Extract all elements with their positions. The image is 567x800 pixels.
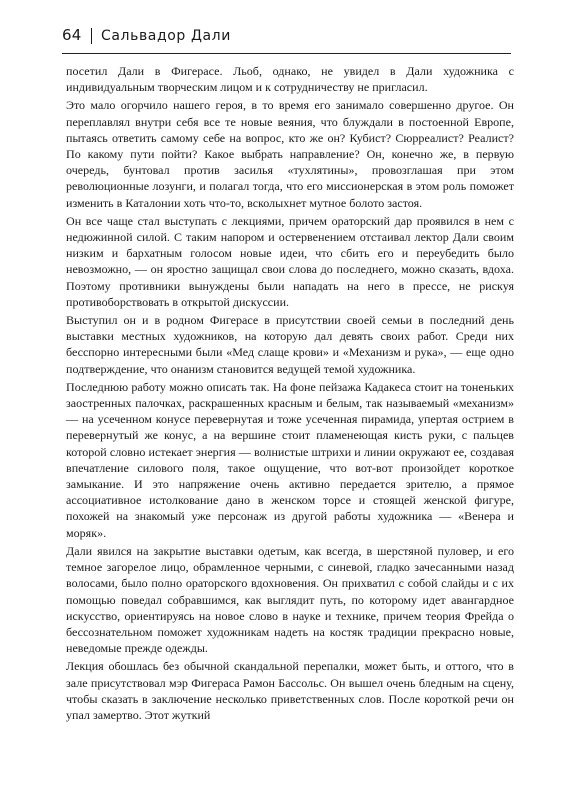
paragraph: Дали явился на закрытие выставки одетым, как всегда, в шерстяной пуловер, и его темное загорелое лицо, обрамленное черными, с синевой, гладко зачесанными назад волосами, было полно ораторского вдохновения. Он прихватил с собой слайды и с их помощью поведал собравшимся, как выглядит путь, по которому идет авангардное искусство, ориентируясь на новое слово в науке и технике, причем теория Фрейда о бессознательном поможет художникам надеть на костяк традиции прекрасно новые, неведомые прежде одежды. [66, 543, 514, 656]
header-separator [91, 28, 93, 44]
paragraph: Лекция обошлась без обычной скандальной перепалки, может быть, и оттого, что в зале присутствовал мэр Фигераса Рамон Бассольс. Он вышел очень бледным на сцену, чтобы сказать в заключение несколько приветственных слов. После короткой речи он упал замертво. Этот жуткий [66, 659, 514, 722]
header-rule [62, 53, 511, 54]
paragraph: Выступил он и в родном Фигерасе в присутствии своей семьи в последний день выставки местных художников, на которую дал девять своих работ. Среди них бесспорно интересными были «Мед слаще крови» и «Механизм и рука», — еще одно подтверждение, что онанизм становится ведущей темой художника. [66, 313, 514, 376]
running-title: Сальвадор Дали [101, 28, 231, 44]
paragraph: Это мало огорчило нашего героя, в то время его занимало совершенно другое. Он переплавлял внутри себя все те новые веяния, что блуждали в постоенной Европе, пытаясь ответить самому себе на вопрос, кто же он? Кубист? Сюрреалист? Реалист? По какому пути пойти? Какое выбрать направление? Он, конечно же, в первую очередь, бунтовал против засилья «тухлятины», провозглашая при этом революционные лозунги, и полагал тогда, что его миссионерская в этом роль поможет изменить в Каталонии хоть что-то, всколыхнет мутное болото застоя. [66, 98, 514, 210]
paragraph: посетил Дали в Фигерасе. Льоб, однако, не увидел в Дали художника с индивидуальным творческим лицом и к сотрудничеству не пригласил. [66, 64, 514, 95]
text-body [66, 63, 514, 723]
paragraph: Последнюю работу можно описать так. На фоне пейзажа Кадакеса стоит на тоненьких заостренных палочках, раскрашенных красным и белым, так называемый «механизм» — на усеченном конусе перевернутая и тоже усеченная пирамида, упертая острием в перевернутый же конус, а на вершине стоит пламенеющая кисть руки, с пальцев которой словно истекает энергия — волнистые штрихи и линии окружают ее, создавая впечатление силового поля, такое ощущение, что вот-вот произойдет короткое замыкание. И это напряжение очень активно передается зрителю, а прямое ассоциативное истолкование дано в женском торсе и стоящей женской фигуре, похожей на знакомый уже персонаж из другой работы художника — «Венера и моряк». [66, 379, 514, 540]
page-number: 64 [62, 26, 82, 44]
page-header [62, 26, 231, 48]
paragraph: Он все чаще стал выступать с лекциями, причем ораторский дар проявился в нем с недюжинной силой. С таким напором и остервенением отстаивал лектор Дали своим низким и бархатным голосом новые идеи, что сбить его и переубедить было невозможно, — он яростно защищал свои слова до последнего, можно сказать, вдоха. Поэтому противники вынуждены были нападать на него в прессе, не рискуя противоборствовать в открытой дискуссии. [66, 213, 514, 309]
